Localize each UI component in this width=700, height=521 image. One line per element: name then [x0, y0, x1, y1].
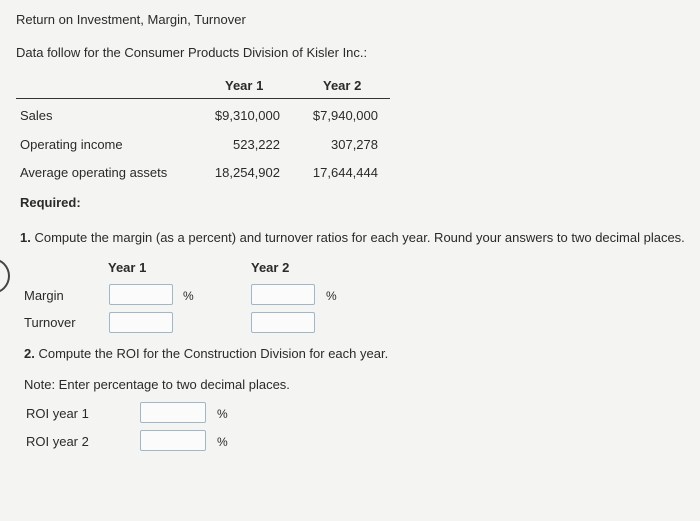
margin-year1-input[interactable]	[109, 284, 173, 305]
q1-header-year2: Year 2	[251, 260, 290, 275]
required-label: Required:	[20, 195, 81, 210]
turnover-year1-input[interactable]	[109, 312, 173, 333]
q2-instruction	[24, 346, 388, 361]
q1-instruction	[20, 230, 685, 245]
q1-number: 1.	[20, 230, 31, 245]
turnover-year2-input[interactable]	[251, 312, 315, 333]
table-header-rule	[16, 98, 390, 99]
sales-year1: $9,310,000	[214, 108, 280, 123]
roi-year2-label: ROI year 2	[26, 434, 89, 449]
margin-year2-input[interactable]	[251, 284, 315, 305]
roi-year1-percent: %	[217, 407, 228, 421]
margin-year1-percent: %	[183, 289, 194, 303]
sales-year2: $7,940,000	[312, 108, 378, 123]
page-title: Return on Investment, Margin, Turnover	[16, 12, 246, 27]
row-label-sales: Sales	[20, 108, 53, 123]
q1-text: Compute the margin (as a percent) and turnover ratios for each year. Round your answers to two decimal places.	[34, 230, 685, 245]
operating-income-year1: 523,222	[233, 137, 280, 152]
roi-year1-label: ROI year 1	[26, 406, 89, 421]
margin-label: Margin	[24, 288, 64, 303]
q2-text: Compute the ROI for the Construction Division for each year.	[38, 346, 389, 361]
q2-note: Note: Enter percentage to two decimal places.	[24, 377, 290, 392]
table-header-year2: Year 2	[323, 78, 362, 93]
q2-number: 2.	[24, 346, 35, 361]
roi-year2-input[interactable]	[140, 430, 206, 451]
turnover-label: Turnover	[24, 315, 76, 330]
intro-text: Data follow for the Consumer Products Division of Kisler Inc.:	[16, 45, 368, 60]
avg-operating-assets-year1: 18,254,902	[214, 165, 280, 180]
roi-year2-percent: %	[217, 435, 228, 449]
table-header-year1: Year 1	[225, 78, 264, 93]
roi-year1-input[interactable]	[140, 402, 206, 423]
row-label-average-operating-assets: Average operating assets	[20, 165, 168, 180]
operating-income-year2: 307,278	[331, 137, 378, 152]
page-edge-arc	[0, 258, 10, 294]
avg-operating-assets-year2: 17,644,444	[312, 165, 378, 180]
row-label-operating-income: Operating income	[20, 137, 123, 152]
q1-header-year1: Year 1	[108, 260, 147, 275]
margin-year2-percent: %	[326, 289, 337, 303]
